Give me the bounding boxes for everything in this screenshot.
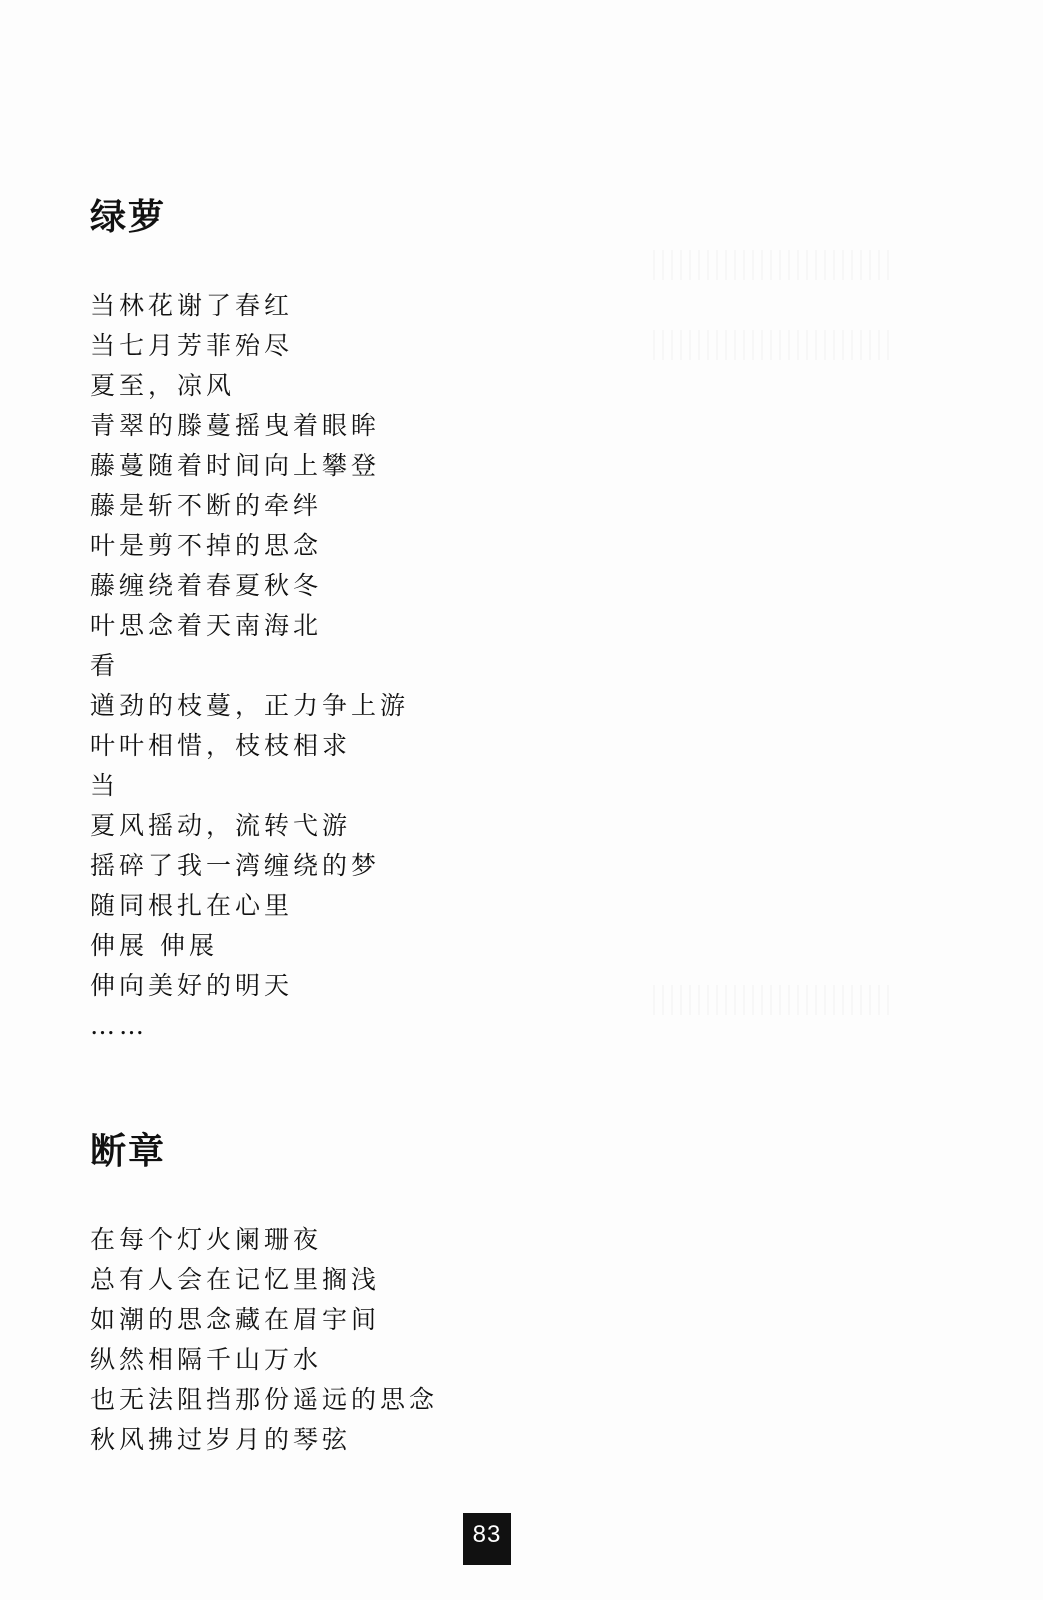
poem-line: 纵然相隔千山万水: [90, 1345, 323, 1374]
poem-line: 在每个灯火阑珊夜: [90, 1225, 323, 1254]
poem-line: 秋风拂过岁月的琴弦: [90, 1425, 352, 1454]
scan-noise: [653, 330, 893, 360]
poem-lvluo: [90, 196, 409, 1046]
poem-line: 总有人会在记忆里搁浅: [90, 1265, 381, 1294]
poem-line: 叶思念着天南海北: [90, 611, 323, 640]
poem-line: 伸展 伸展: [90, 931, 218, 960]
poem-line: 青翠的滕蔓摇曳着眼眸: [90, 411, 381, 440]
poem-line: 遒劲的枝蔓，正力争上游: [90, 691, 410, 720]
poem-line: 伸向美好的明天: [90, 971, 294, 1000]
poem-body: [90, 286, 409, 1046]
poem-line: 藤是斩不断的牵绊: [90, 491, 323, 520]
poem-line: 叶是剪不掉的思念: [90, 531, 323, 560]
scan-noise: [653, 985, 893, 1015]
poem-line: 藤缠绕着春夏秋冬: [90, 571, 323, 600]
poem-title: 绿萝: [90, 197, 167, 238]
poem-line: 随同根扎在心里: [90, 891, 294, 920]
poem-line: ……: [90, 1011, 148, 1040]
poem-title: 断章: [90, 1131, 167, 1172]
poem-line: 当: [90, 771, 120, 800]
poem-line: 当林花谢了春红: [90, 291, 294, 320]
poem-line: 藤蔓随着时间向上攀登: [90, 451, 381, 480]
poem-line: 夏至，凉风: [90, 371, 236, 400]
poem-line: 叶叶相惜，枝枝相求: [90, 731, 352, 760]
poem-line: 如潮的思念藏在眉宇间: [90, 1305, 381, 1334]
poem-line: 夏风摇动，流转弋游: [90, 811, 352, 840]
poem-duanzhang: [90, 1130, 438, 1460]
scan-noise: [653, 250, 893, 280]
poem-line: 摇碎了我一湾缠绕的梦: [90, 851, 381, 880]
poem-line: 当七月芳菲殆尽: [90, 331, 294, 360]
poem-line: 也无法阻挡那份遥远的思念: [90, 1385, 439, 1414]
poem-line: 看: [90, 651, 120, 680]
poem-body: [90, 1220, 438, 1460]
page-number: 83: [463, 1513, 511, 1565]
